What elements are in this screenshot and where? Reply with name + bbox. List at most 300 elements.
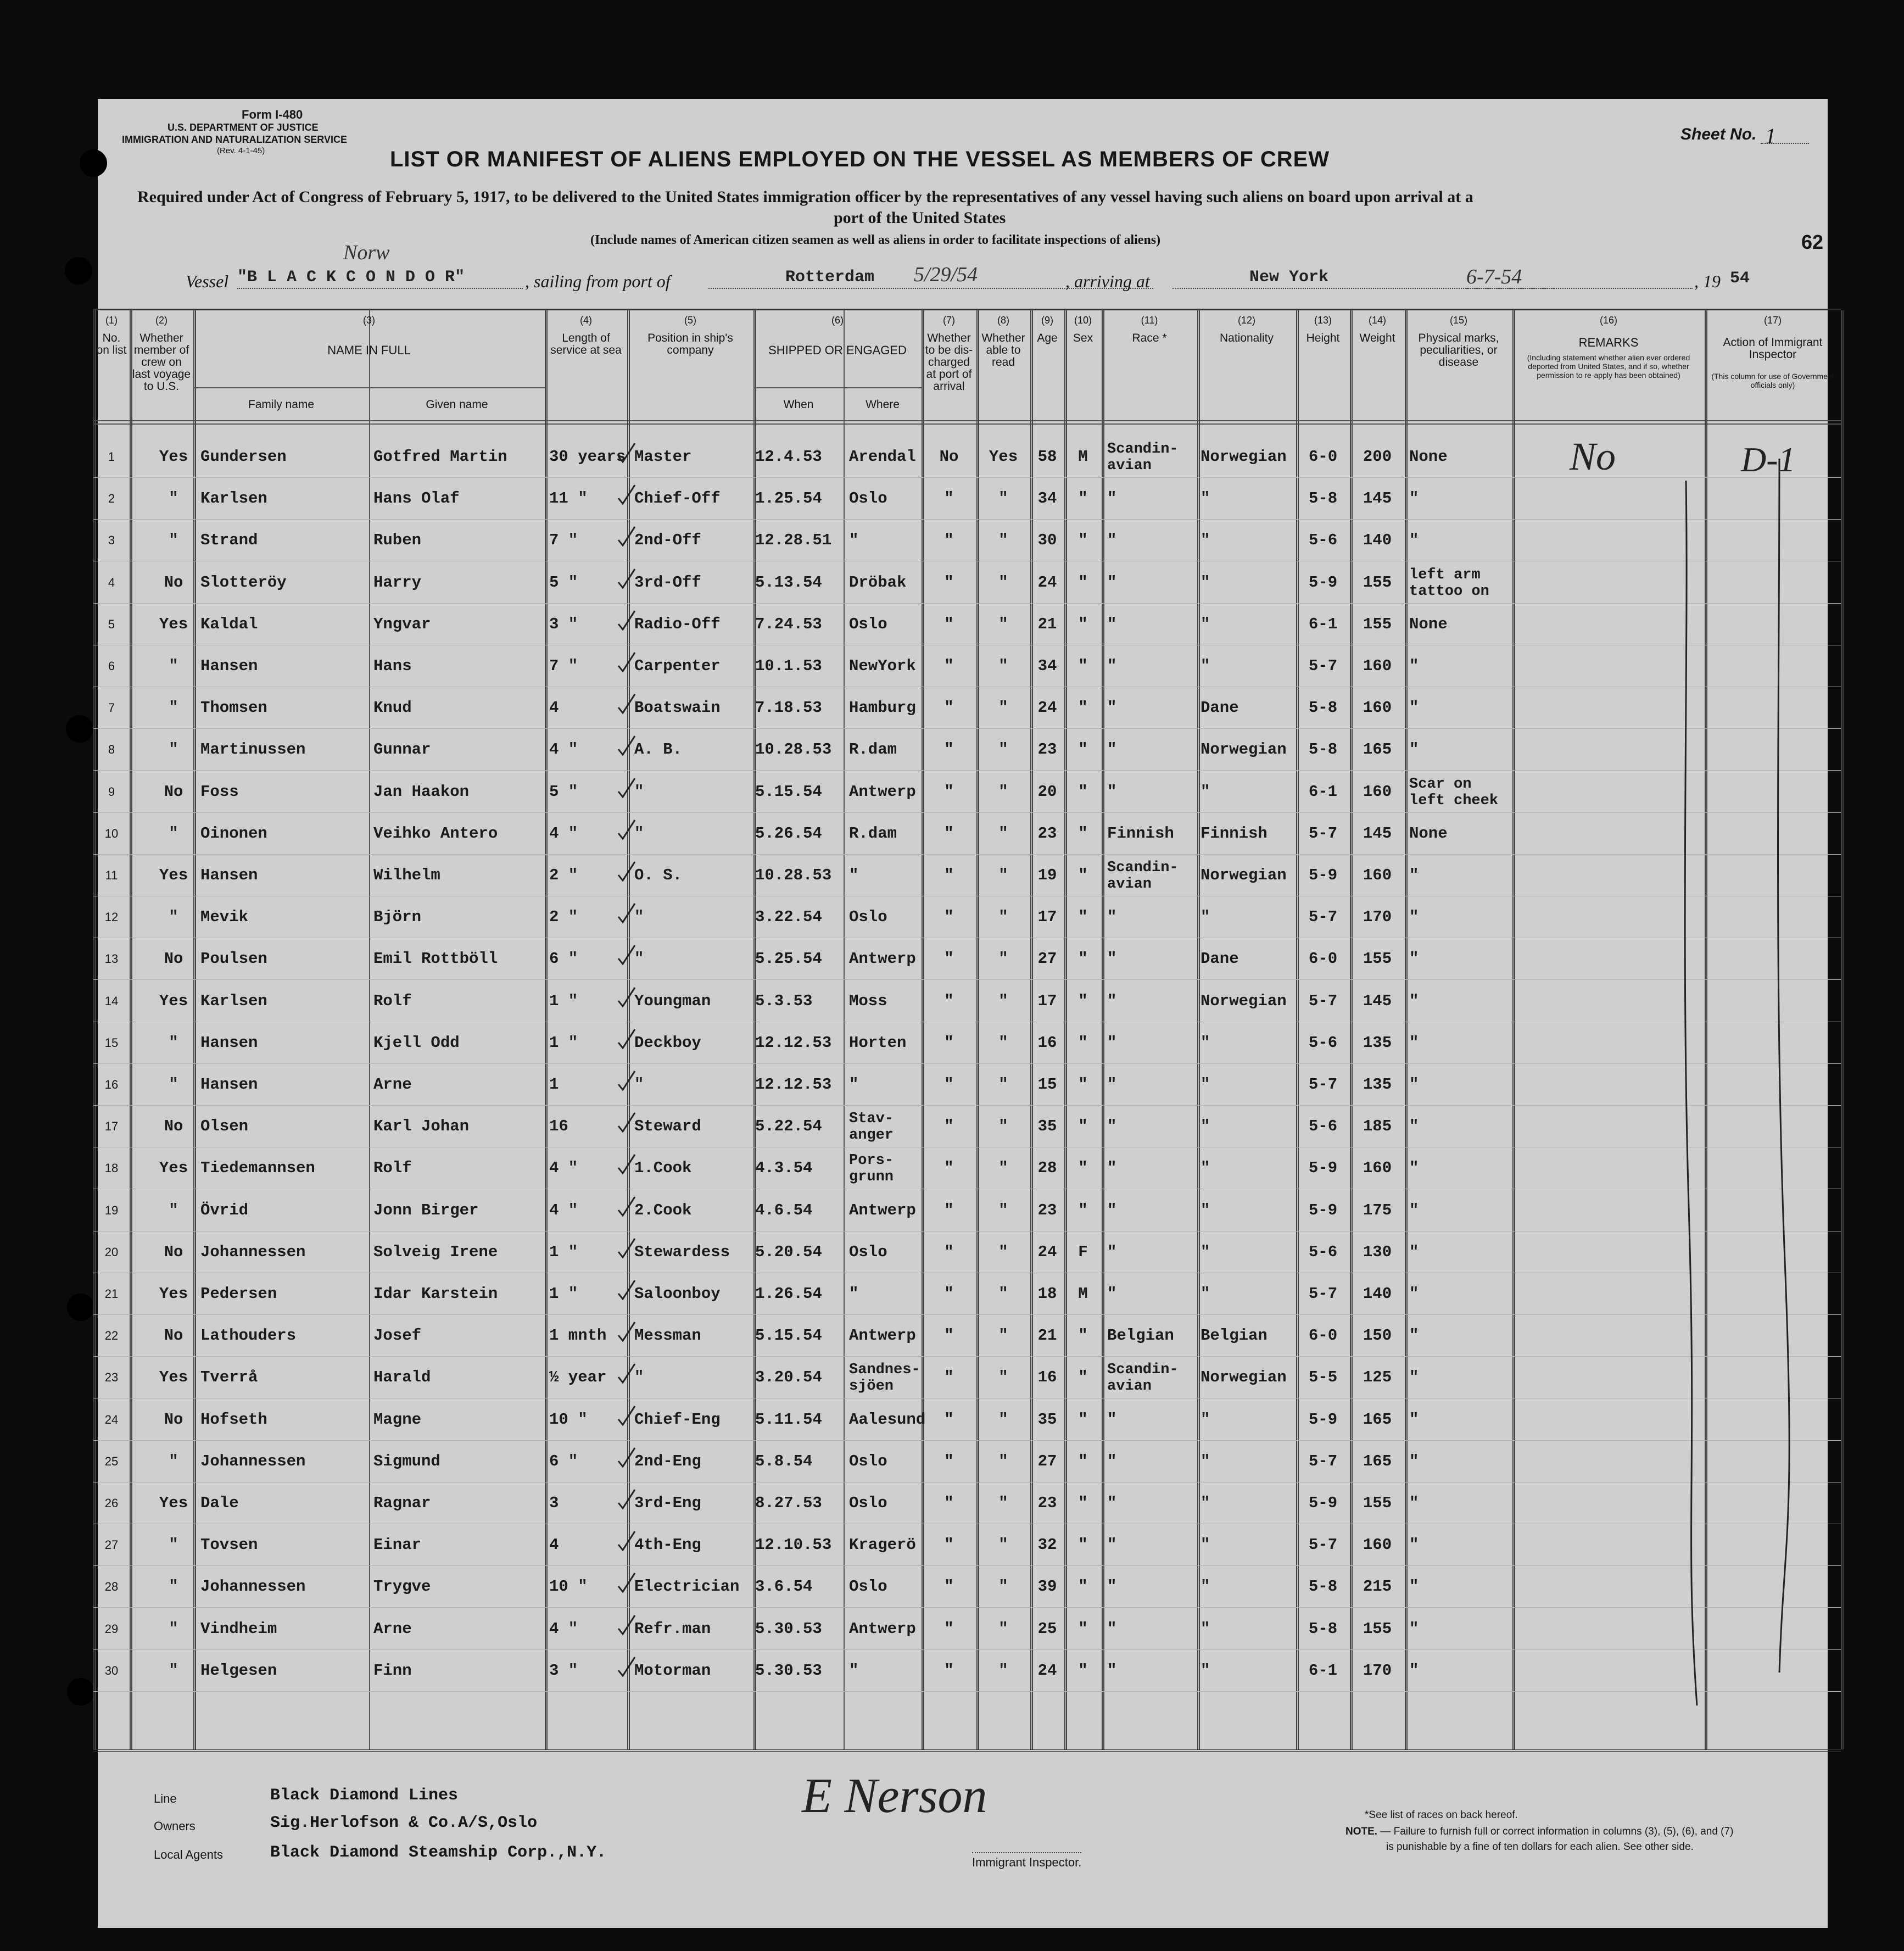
cell-given: Magne — [373, 1410, 422, 1429]
cell-family: Karlsen — [200, 991, 267, 1010]
row-number: 21 — [104, 1287, 119, 1301]
cell-height: 5-7 — [1308, 908, 1338, 927]
cell-family: Tiedemannsen — [200, 1159, 315, 1178]
cell-marks: " — [1409, 1619, 1419, 1638]
cell-disch: " — [944, 1242, 954, 1261]
cell-read: " — [998, 824, 1008, 843]
cell-sex: " — [1078, 1619, 1088, 1638]
cell-race: " — [1107, 1452, 1117, 1470]
cell-where: Antwerp — [849, 950, 916, 968]
cell-race: " — [1107, 531, 1117, 550]
cell-marks: " — [1409, 1494, 1419, 1512]
cell-read: " — [998, 1368, 1008, 1387]
cell-service: 3 " — [549, 615, 578, 633]
arriving-date-line — [1466, 268, 1693, 289]
column-subheader-c6b: Where — [844, 387, 922, 421]
cell-height: 5-9 — [1308, 1159, 1338, 1178]
row-number: 29 — [104, 1621, 119, 1636]
cell-weight: 165 — [1363, 740, 1392, 759]
check-mark-icon — [615, 692, 639, 716]
cell-prev: " — [169, 699, 178, 717]
column-header-c1: No. on list — [96, 332, 127, 356]
check-mark-icon — [615, 734, 639, 758]
column-number: (16) — [1599, 315, 1617, 326]
cell-given: Jonn Birger — [373, 1201, 479, 1219]
cell-nationality: " — [1201, 1033, 1210, 1052]
cell-sex: " — [1078, 1117, 1088, 1136]
cell-when: 12.12.53 — [755, 1033, 832, 1052]
sailing-port: Rotterdam — [708, 268, 1153, 289]
cell-height: 5-6 — [1308, 531, 1338, 550]
cell-when: 3.22.54 — [755, 908, 822, 927]
cell-sex: " — [1078, 1452, 1088, 1470]
cell-given: Solveig Irene — [373, 1242, 498, 1261]
cell-service: 11 " — [549, 489, 588, 508]
cell-service: 2 " — [549, 866, 578, 884]
cell-height: 5-8 — [1308, 1619, 1338, 1638]
cell-family: Lathouders — [200, 1326, 297, 1345]
column-header-c7: Whether to be dis-charged at port of arrival — [925, 332, 973, 393]
cell-family: Hansen — [200, 1075, 258, 1094]
cell-family: Övrid — [200, 1201, 249, 1219]
page-subtitle-line2: port of the United States — [834, 209, 1006, 227]
cell-nationality: " — [1201, 1285, 1210, 1303]
check-mark-icon — [615, 901, 639, 926]
cell-when: 5.20.54 — [755, 1242, 822, 1261]
cell-read: " — [998, 657, 1008, 675]
cell-disch: " — [944, 1368, 954, 1387]
cell-sex: " — [1078, 615, 1088, 633]
cell-where: Dröbak — [849, 573, 907, 592]
cell-marks: " — [1409, 1242, 1419, 1261]
cell-marks: " — [1409, 740, 1419, 759]
vessel-name: "B L A C K C O N D O R" — [237, 268, 523, 289]
form-department: U.S. DEPARTMENT OF JUSTICE — [167, 122, 319, 133]
cell-nationality: " — [1201, 908, 1210, 927]
cell-prev: Yes — [159, 1285, 188, 1303]
cell-sex: " — [1078, 1661, 1088, 1680]
cell-family: Johannessen — [200, 1242, 306, 1261]
check-mark-icon — [615, 483, 639, 507]
row-number: 1 — [108, 450, 115, 464]
cell-service: 4 " — [549, 740, 578, 759]
cell-age: 24 — [1037, 1242, 1057, 1261]
cell-position: Saloonboy — [634, 1285, 721, 1303]
cell-where: Oslo — [849, 489, 887, 508]
cell-read: " — [998, 531, 1008, 550]
cell-family: Dale — [200, 1494, 239, 1512]
cell-sex: " — [1078, 699, 1088, 717]
cell-when: 4.3.54 — [755, 1159, 813, 1178]
cell-when: 5.26.54 — [755, 824, 822, 843]
cell-weight: 150 — [1363, 1326, 1392, 1345]
column-header-c11: Race * — [1132, 332, 1167, 344]
cell-when: 10.28.53 — [755, 866, 832, 884]
column-number: (7) — [943, 315, 955, 326]
cell-sex: " — [1078, 950, 1088, 968]
cell-family: Foss — [200, 782, 239, 801]
cell-prev: " — [169, 908, 178, 927]
cell-given: Hans — [373, 657, 412, 675]
cell-read: " — [998, 1452, 1008, 1470]
cell-race: Finnish — [1107, 824, 1174, 843]
cell-nationality: " — [1201, 615, 1210, 633]
row-number: 24 — [104, 1412, 119, 1426]
cell-prev: No — [164, 1242, 183, 1261]
row-number: 19 — [104, 1203, 119, 1217]
cell-family: Karlsen — [200, 489, 267, 508]
vessel-label: Vessel — [186, 271, 229, 291]
cell-age: 15 — [1037, 1075, 1057, 1094]
binder-hole — [65, 257, 92, 285]
check-mark-icon — [615, 1111, 639, 1135]
check-mark-icon — [615, 1404, 639, 1428]
cell-family: Mevik — [200, 908, 249, 927]
cell-marks: " — [1409, 1075, 1419, 1094]
cell-given: Gotfred Martin — [373, 448, 507, 466]
cell-when: 3.20.54 — [755, 1368, 822, 1387]
cell-where: Oslo — [849, 615, 887, 633]
cell-service: 4 " — [549, 1619, 578, 1638]
cell-disch: " — [944, 1452, 954, 1470]
cell-read: " — [998, 699, 1008, 717]
row-number: 7 — [108, 701, 115, 715]
cell-disch: " — [944, 1577, 954, 1596]
cell-when: 4.6.54 — [755, 1201, 813, 1219]
cell-read: " — [998, 1326, 1008, 1345]
cell-nationality: Norwegian — [1201, 448, 1287, 466]
cell-race: " — [1107, 740, 1117, 759]
cell-when: 12.10.53 — [755, 1536, 832, 1554]
cell-marks: " — [1409, 1577, 1419, 1596]
cell-nationality: " — [1201, 1242, 1210, 1261]
note-label: NOTE. — [1345, 1826, 1378, 1837]
cell-position: " — [634, 950, 644, 968]
cell-height: 5-7 — [1308, 1285, 1338, 1303]
cell-weight: 125 — [1363, 1368, 1392, 1387]
cell-prev: No — [164, 950, 183, 968]
cell-nationality: Finnish — [1201, 824, 1268, 843]
column-header-c2: Whether member of crew on last voyage to U.S. — [132, 332, 191, 393]
cell-race: " — [1107, 1661, 1117, 1680]
cell-when: 1.25.54 — [755, 489, 822, 508]
cell-marks: " — [1409, 489, 1419, 508]
cell-service: 4 — [549, 1536, 559, 1554]
row-number: 13 — [104, 952, 119, 966]
cell-disch: " — [944, 1494, 954, 1512]
cell-nationality: " — [1201, 1452, 1210, 1470]
cell-prev: Yes — [159, 1494, 188, 1512]
cell-nationality: " — [1201, 1494, 1210, 1512]
cell-where: " — [849, 1661, 859, 1680]
row-number: 12 — [104, 910, 119, 924]
cell-when: 12.4.53 — [755, 448, 822, 466]
cell-given: Arne — [373, 1619, 412, 1638]
cell-disch: " — [944, 1410, 954, 1429]
cell-weight: 135 — [1363, 1075, 1392, 1094]
column-divider — [1841, 310, 1844, 1749]
row-number: 3 — [108, 533, 115, 548]
row-number: 9 — [108, 784, 115, 799]
inspector-label: Immigrant Inspector. — [972, 1852, 1081, 1870]
cell-service: 16 — [549, 1117, 568, 1136]
cell-disch: " — [944, 908, 954, 927]
cell-height: 6-1 — [1308, 1661, 1338, 1680]
cell-read: " — [998, 1201, 1008, 1219]
column-subheader-c6a: When — [753, 387, 844, 421]
cell-given: Kjell Odd — [373, 1033, 460, 1052]
year-label: , 19 — [1694, 271, 1721, 291]
check-mark-icon — [615, 650, 639, 675]
cell-sex: " — [1078, 573, 1088, 592]
cell-disch: " — [944, 657, 954, 675]
cell-marks: " — [1409, 531, 1419, 550]
cell-service: 7 " — [549, 531, 578, 550]
page-number: 62 — [1801, 231, 1824, 253]
cell-sex: " — [1078, 782, 1088, 801]
sheet-label: Sheet No. — [1680, 125, 1757, 143]
cell-weight: 200 — [1363, 448, 1392, 466]
cell-marks: " — [1409, 1326, 1419, 1345]
cell-marks: " — [1409, 1117, 1419, 1136]
column-header-c9: Age — [1037, 332, 1058, 344]
cell-given: Sigmund — [373, 1452, 440, 1470]
year-value: 54 — [1730, 269, 1750, 288]
cell-marks: " — [1409, 1285, 1419, 1303]
column-header-c10: Sex — [1073, 332, 1093, 344]
check-mark-icon — [615, 1069, 639, 1093]
cell-service: 5 " — [549, 573, 578, 592]
cell-age: 24 — [1037, 699, 1057, 717]
cell-race: Scandin- avian — [1107, 1362, 1179, 1395]
cell-prev: " — [169, 1536, 178, 1554]
cell-weight: 155 — [1363, 1494, 1392, 1512]
cell-where: R.dam — [849, 824, 897, 843]
cell-marks: " — [1409, 1536, 1419, 1554]
cell-position: Radio-Off — [634, 615, 721, 633]
cell-disch: " — [944, 1201, 954, 1219]
cell-where: Oslo — [849, 1452, 887, 1470]
row-number: 6 — [108, 659, 115, 673]
cell-position: " — [634, 824, 644, 843]
cell-where: " — [849, 1075, 859, 1094]
cell-position: " — [634, 1075, 644, 1094]
form-service: IMMIGRATION AND NATURALIZATION SERVICE — [122, 134, 347, 145]
column-subheader-c3a: Family name — [193, 387, 369, 421]
cell-weight: 165 — [1363, 1410, 1392, 1429]
cell-family: Slotteröy — [200, 573, 287, 592]
cell-sex: " — [1078, 657, 1088, 675]
binder-hole — [67, 1678, 94, 1705]
cell-age: 58 — [1037, 448, 1057, 466]
cell-disch: " — [944, 824, 954, 843]
cell-height: 5-8 — [1308, 489, 1338, 508]
cell-position: 2nd-Eng — [634, 1452, 701, 1470]
cell-position: Electrician — [634, 1577, 740, 1596]
cell-sex: " — [1078, 1577, 1088, 1596]
cell-service: 6 " — [549, 1452, 578, 1470]
cell-marks: None — [1409, 448, 1448, 466]
check-mark-icon — [615, 1362, 639, 1386]
cell-marks: " — [1409, 991, 1419, 1010]
cell-height: 5-6 — [1308, 1117, 1338, 1136]
cell-service: 1 " — [549, 991, 578, 1010]
cell-position: " — [634, 1368, 644, 1387]
cell-service: 30 years — [549, 448, 626, 466]
cell-age: 27 — [1037, 1452, 1057, 1470]
check-mark-icon — [615, 1236, 639, 1261]
cell-read: " — [998, 1033, 1008, 1052]
cell-race: " — [1107, 1619, 1117, 1638]
column-header-c5: Position in ship's company — [647, 332, 733, 356]
cell-family: Oinonen — [200, 824, 267, 843]
line-label: Line — [154, 1792, 177, 1805]
cell-age: 19 — [1037, 866, 1057, 884]
cell-age: 32 — [1037, 1536, 1057, 1554]
column-subheader-c3b: Given name — [369, 387, 545, 421]
cell-race: " — [1107, 573, 1117, 592]
cell-family: Kaldal — [200, 615, 258, 633]
cell-sex: " — [1078, 1494, 1088, 1512]
agents-value: Black Diamond Steamship Corp.,N.Y. — [270, 1843, 607, 1862]
column-header-c17: Action of Immigrant Inspector — [1723, 336, 1823, 361]
cell-service: 1 " — [549, 1242, 578, 1261]
cell-where: Sandnes- sjöen — [849, 1362, 920, 1395]
arriving-port: New York — [1172, 268, 1554, 289]
column-number: (12) — [1237, 315, 1255, 326]
page-subtitle: Required under Act of Congress of February 5, 1917, to be delivered to the United States immigration officer by the representatives of any vessel having such aliens on board upon arrival at a — [137, 188, 1473, 206]
cell-position: 1.Cook — [634, 1159, 692, 1178]
column-number: (1) — [105, 315, 118, 326]
check-mark-icon — [615, 1571, 639, 1595]
row-number: 14 — [104, 994, 119, 1008]
cell-read: " — [998, 1242, 1008, 1261]
agents-label: Local Agents — [154, 1848, 223, 1861]
cell-race: " — [1107, 657, 1117, 675]
cell-height: 6-1 — [1308, 615, 1338, 633]
cell-prev: No — [164, 1410, 183, 1429]
cell-read: " — [998, 615, 1008, 633]
cell-age: 24 — [1037, 1661, 1057, 1680]
cell-race: " — [1107, 1201, 1117, 1219]
cell-disch: " — [944, 950, 954, 968]
cell-prev: Yes — [159, 991, 188, 1010]
cell-race: " — [1107, 1410, 1117, 1429]
cell-position: Carpenter — [634, 657, 721, 675]
cell-marks: left arm tattoo on — [1409, 566, 1489, 600]
cell-sex: " — [1078, 1033, 1088, 1052]
cell-where: Antwerp — [849, 1201, 916, 1219]
cell-race: " — [1107, 1577, 1117, 1596]
cell-where: Oslo — [849, 1494, 887, 1512]
cell-disch: " — [944, 531, 954, 550]
cell-height: 5-9 — [1308, 1494, 1338, 1512]
cell-age: 34 — [1037, 657, 1057, 675]
cell-height: 5-9 — [1308, 866, 1338, 884]
cell-service: 3 — [549, 1494, 559, 1512]
cell-position: A. B. — [634, 740, 683, 759]
cell-service: 1 " — [549, 1285, 578, 1303]
cell-height: 5-8 — [1308, 740, 1338, 759]
cell-read: " — [998, 573, 1008, 592]
column-header-c3: NAME IN FULL — [327, 343, 411, 357]
cell-service: 10 " — [549, 1410, 588, 1429]
cell-read: " — [998, 866, 1008, 884]
cell-position: 3rd-Eng — [634, 1494, 701, 1512]
cell-sex: " — [1078, 1368, 1088, 1387]
cell-nationality: Dane — [1201, 950, 1239, 968]
cell-nationality: " — [1201, 1536, 1210, 1554]
cell-given: Emil Rottböll — [373, 950, 498, 968]
cell-race: " — [1107, 1075, 1117, 1094]
cell-nationality: Norwegian — [1201, 740, 1287, 759]
cell-where: R.dam — [849, 740, 897, 759]
cell-where: Arendal — [849, 448, 916, 466]
row-number: 23 — [104, 1370, 119, 1385]
cell-position: Refr.man — [634, 1619, 711, 1638]
cell-height: 5-9 — [1308, 573, 1338, 592]
cell-prev: " — [169, 1201, 178, 1219]
cell-service: 1 " — [549, 1033, 578, 1052]
cell-height: 6-0 — [1308, 448, 1338, 466]
cell-where: Antwerp — [849, 782, 916, 801]
cell-prev: " — [169, 531, 178, 550]
cell-nationality: " — [1201, 1075, 1210, 1094]
cell-where: Antwerp — [849, 1619, 916, 1638]
cell-prev: Yes — [159, 1159, 188, 1178]
cell-family: Poulsen — [200, 950, 267, 968]
cell-height: 5-5 — [1308, 1368, 1338, 1387]
cell-age: 17 — [1037, 908, 1057, 927]
cell-where: Moss — [849, 991, 887, 1010]
cell-given: Gunnar — [373, 740, 431, 759]
cell-race: " — [1107, 1117, 1117, 1136]
crew-table — [93, 309, 1841, 1752]
cell-where: Antwerp — [849, 1326, 916, 1345]
column-header-c6: SHIPPED OR ENGAGED — [768, 343, 907, 357]
cell-given: Karl Johan — [373, 1117, 470, 1136]
cell-age: 23 — [1037, 1201, 1057, 1219]
cell-prev: Yes — [159, 1368, 188, 1387]
cell-when: 12.28.51 — [755, 531, 832, 550]
cell-nationality: Norwegian — [1201, 991, 1287, 1010]
column-number: (3) — [363, 315, 375, 326]
cell-prev: No — [164, 1117, 183, 1136]
cell-given: Trygve — [373, 1577, 431, 1596]
cell-nationality: " — [1201, 782, 1210, 801]
cell-read: " — [998, 1619, 1008, 1638]
column-number: (10) — [1074, 315, 1092, 326]
cell-sex: " — [1078, 740, 1088, 759]
cell-when: 8.27.53 — [755, 1494, 822, 1512]
cell-height: 6-0 — [1308, 950, 1338, 968]
cell-where: Horten — [849, 1033, 907, 1052]
cell-given: Harald — [373, 1368, 431, 1387]
cell-position: Steward — [634, 1117, 701, 1136]
cell-sex: " — [1078, 489, 1088, 508]
cell-given: Björn — [373, 908, 422, 927]
cell-service: ½ year — [549, 1368, 607, 1387]
cell-age: 18 — [1037, 1285, 1057, 1303]
cell-disch: " — [944, 1285, 954, 1303]
note-line — [1345, 1826, 1733, 1838]
sheet-number — [1680, 123, 1809, 148]
cell-nationality: " — [1201, 573, 1210, 592]
cell-position: 3rd-Off — [634, 573, 701, 592]
cell-service: 4 " — [549, 1201, 578, 1219]
cell-prev: Yes — [159, 866, 188, 884]
cell-nationality: " — [1201, 1661, 1210, 1680]
